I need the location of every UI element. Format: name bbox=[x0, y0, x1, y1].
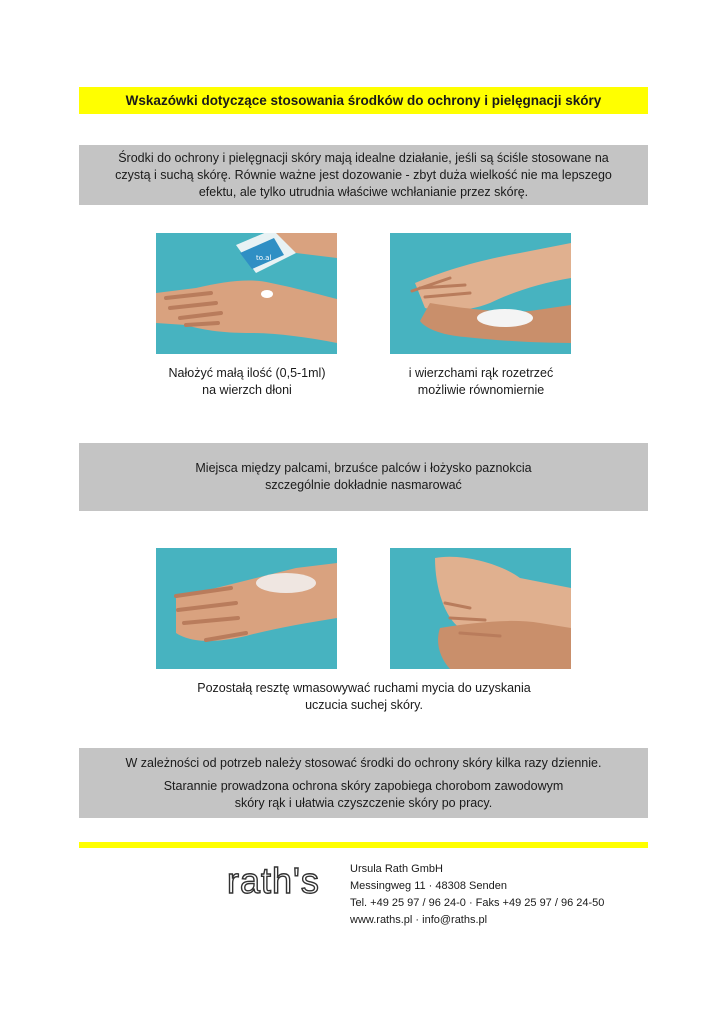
caption-step-1-line-2: na wierzch dłoni bbox=[202, 383, 292, 397]
caption-step-3-line-1: Pozostałą resztę wmasowywać ruchami mycia do uzyskania bbox=[197, 681, 531, 695]
caption-step-3-line-2: uczucia suchej skóry. bbox=[305, 698, 423, 712]
caption-step-2-line-1: i wierzchami rąk rozetrzeć bbox=[408, 366, 554, 380]
caption-step-3 bbox=[140, 680, 588, 714]
intro-line-2: czystą i suchą skórę. Równie ważne jest dozowanie - zbyt duża wielkość nie ma lepszego bbox=[115, 167, 612, 182]
frequency-box bbox=[79, 748, 648, 818]
intro-box bbox=[79, 145, 648, 205]
footer-divider bbox=[79, 842, 648, 848]
company-logo: rath's bbox=[227, 860, 320, 901]
fingers-line-2: szczególnie dokładnie nasmarować bbox=[265, 478, 462, 492]
prevention-text bbox=[164, 778, 564, 812]
photo-fingertips bbox=[390, 548, 571, 669]
photo-apply-cream bbox=[156, 233, 337, 354]
fingers-box bbox=[79, 443, 648, 511]
prevention-line-2: skóry rąk i ułatwia czyszczenie skóry po pracy. bbox=[234, 795, 493, 810]
caption-step-1-line-1: Nałożyć małą ilość (0,5-1ml) bbox=[168, 366, 326, 380]
page-title: Wskazówki dotyczące stosowania środków do ochrony i pielęgnacji skóry bbox=[79, 87, 648, 114]
fingers-line-1: Miejsca między palcami, brzuśce palców i łożysko paznokcia bbox=[195, 461, 532, 475]
company-street: Messingweg 11 · 48308 Senden bbox=[350, 880, 507, 892]
company-web[interactable]: www.raths.pl · info@raths.pl bbox=[350, 914, 488, 926]
company-name: Ursula Rath GmbH bbox=[350, 863, 443, 875]
prevention-line-1: Starannie prowadzona ochrona skóry zapobiega chorobom zawodowym bbox=[163, 778, 564, 793]
company-address bbox=[350, 861, 604, 929]
caption-step-1 bbox=[140, 365, 354, 399]
intro-line-3: efektu, ale tylko utrudnia właściwe wchłanianie przez skórę. bbox=[198, 184, 529, 199]
caption-step-2-line-2: możliwie równomiernie bbox=[417, 383, 545, 397]
intro-line-1: Środki do ochrony i pielęgnacji skóry mają idealne działanie, jeśli są ściśle stosowane na bbox=[118, 150, 609, 165]
tube-label: to.al bbox=[256, 254, 272, 262]
company-phone: Tel. +49 25 97 / 96 24-0 · Faks +49 25 97 / 96 24-50 bbox=[350, 897, 605, 909]
photo-between-fingers bbox=[156, 548, 337, 669]
photo-rub-backs bbox=[390, 233, 571, 354]
caption-step-2 bbox=[374, 365, 588, 399]
frequency-text: W zależności od potrzeb należy stosować środki do ochrony skóry kilka razy dziennie. bbox=[125, 755, 602, 770]
